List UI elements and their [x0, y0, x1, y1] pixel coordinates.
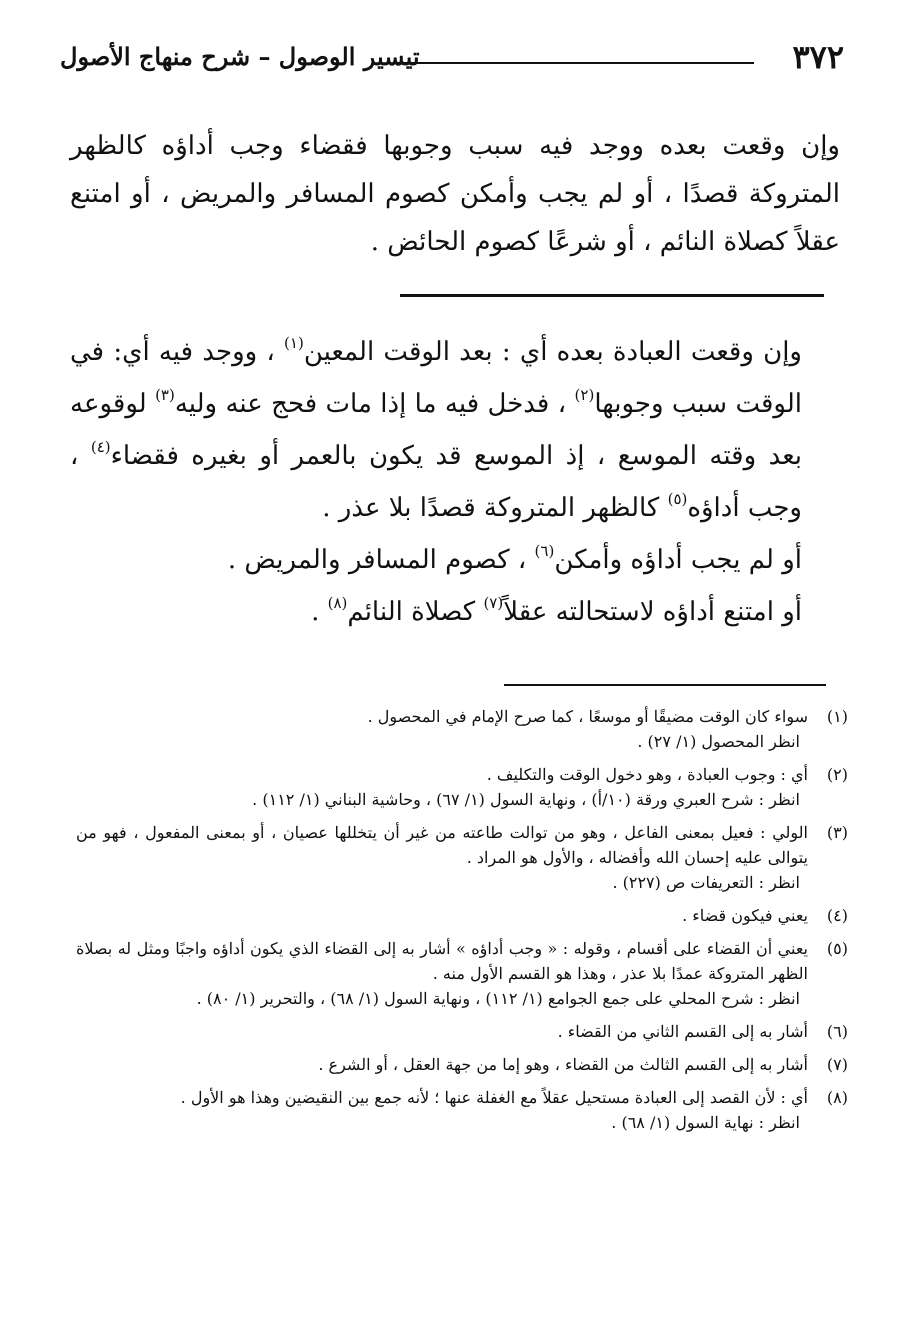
footnote-marker: (١): [284, 334, 304, 352]
page-header: [60, 38, 844, 84]
footnote-reference: انظر : التعريفات ص (٢٢٧) .: [612, 873, 800, 892]
commentary-text: ، كصوم المسافر والمريض .: [227, 545, 535, 575]
footnote-reference: انظر : شرح المحلي على جمع الجوامع (١/ ١١٢) ، ونهاية السول (١/ ٦٨) ، والتحرير (١/ ٨٠) .: [196, 989, 800, 1008]
commentary-text: لوقوعه بعد وقته الموسع ، إذ الموسع قد يكون بالعمر أو بغيره فقضاء: [70, 389, 803, 471]
footnote-number: (٢): [826, 765, 848, 784]
footnote-marker: (٦): [534, 542, 555, 560]
commentary-text: ، ووجد فيه أي: في الوقت سبب وجوبها: [70, 337, 802, 419]
footnote-marker: (٢): [574, 386, 595, 404]
footnote-reference: انظر : نهاية السول (١/ ٦٨) .: [611, 1113, 800, 1132]
commentary-text: أو لم يجب أداؤه وأمكن: [554, 545, 802, 575]
footnote-number: (٧): [826, 1055, 848, 1074]
commentary-text: ، وجب أداؤه: [70, 441, 802, 523]
footnote-number: (٨): [826, 1088, 848, 1107]
footnote-marker: (٤): [90, 438, 111, 456]
footnote-text: أي : وجوب العبادة ، وهو دخول الوقت والتكليف .: [486, 765, 808, 784]
footnote-number: (٣): [826, 823, 848, 842]
header-rule: [394, 62, 754, 64]
commentary-text: وإن وقعت العبادة بعده أي : بعد الوقت المعين: [303, 337, 802, 367]
footnote: [76, 762, 848, 812]
footnote-text: أشار به إلى القسم الثاني من القضاء .: [557, 1022, 808, 1041]
footnote-number: (١): [826, 707, 848, 726]
footnote: [76, 704, 848, 754]
footnote-number: (٤): [826, 906, 848, 925]
commentary-paragraph: [70, 534, 840, 586]
footnote-marker: (٣): [155, 386, 175, 404]
commentary-text: أو امتنع أداؤه لاستحالته عقلاً: [503, 597, 802, 627]
footnote-marker: (٧): [483, 594, 504, 612]
footnote-text: أشار به إلى القسم الثالث من القضاء ، وهو إما من جهة العقل ، أو الشرع .: [318, 1055, 808, 1074]
footnote-text: يعني فيكون قضاء .: [682, 906, 808, 925]
footnote-text: أي : لأن القصد إلى العبادة مستحيل عقلاً مع الغفلة عنها ؛ لأنه جمع بين النقيضين وهذا هو الأول .: [180, 1088, 808, 1107]
commentary-text: ، فدخل فيه ما إذا مات فحج عنه وليه: [174, 389, 575, 419]
footnote-text: سواء كان الوقت مضيقًا أو موسعًا ، كما صرح الإمام في المحصول .: [367, 707, 808, 726]
commentary-paragraph: [70, 586, 840, 638]
footnote-reference: انظر : شرح العبري ورقة (١٠/أ) ، ونهاية السول (١/ ٦٧) ، وحاشية البناني (١/ ١١٢) .: [252, 790, 800, 809]
footnote-marker: (٨): [327, 594, 348, 612]
footnotes: [76, 704, 848, 1143]
page-number: ٣٧٢: [792, 38, 844, 76]
footnote-text: الولي : فعيل بمعنى الفاعل ، وهو من توالت طاعته من غير أن يتخللها عصيان ، أو بمعنى المفعول ، فهو من يتوالى عليه إحسان الله وأفضاله ، والأول هو المراد .: [76, 823, 808, 867]
footnote: [76, 936, 848, 1011]
matn-text: وإن وقعت بعده ووجد فيه سبب وجوبها فقضاء وجب أداؤه كالظهر المتروكة قصدًا ، أو لم يجب وأمكن كصوم المسافر والمريض ، أو امتنع عقلاً كصلاة النائم ، أو شرعًا كصوم الحائض .: [70, 131, 840, 257]
footnote: [76, 903, 848, 928]
commentary-text: كالظهر المتروكة قصدًا بلا عذر .: [322, 493, 668, 523]
footnote-number: (٥): [826, 939, 848, 958]
matn-separator: [400, 294, 824, 297]
footnote: [76, 1019, 848, 1044]
running-title: تيسير الوصول – شرح منهاج الأصول: [60, 42, 420, 71]
footnote-marker: (٥): [667, 490, 688, 508]
footnote: [76, 1052, 848, 1077]
commentary-paragraph: [70, 326, 840, 534]
footnote: [76, 1085, 848, 1135]
footnote-text: يعني أن القضاء على أقسام ، وقوله : « وجب أداؤه » أشار به إلى القضاء الذي يكون أداؤه واجبًا ومثل له بصلاة الظهر المتروكة عمدًا بلا عذر ، وهذا هو القسم الأول منه .: [76, 939, 808, 983]
footnotes-separator: [504, 684, 826, 686]
footnote-reference: انظر المحصول (١/ ٢٧) .: [637, 732, 800, 751]
commentary-text: كصلاة النائم: [347, 597, 484, 627]
footnote: [76, 820, 848, 895]
commentary: [70, 326, 840, 638]
commentary-text: .: [311, 597, 328, 627]
footnote-number: (٦): [826, 1022, 848, 1041]
